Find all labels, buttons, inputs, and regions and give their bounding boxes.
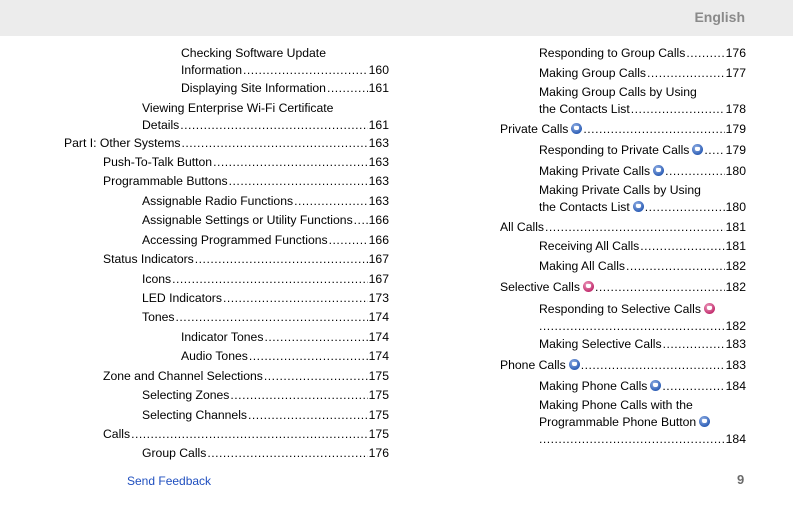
dot-leader	[229, 173, 368, 190]
dot-leader	[264, 329, 367, 346]
toc-entry-ptt-button[interactable]	[103, 154, 389, 171]
toc-page-number: 182	[725, 319, 746, 333]
toc-entry-title: Group Calls	[142, 446, 207, 460]
dot-leader	[704, 142, 724, 159]
toc-page-number: 174	[368, 349, 389, 363]
toc-entry-programmable-phone[interactable]	[539, 397, 746, 448]
dot-leader	[248, 407, 368, 424]
toc-page-number: 180	[725, 164, 746, 178]
toc-entry-title: Assignable Radio Functions	[142, 194, 294, 208]
dot-leader	[249, 348, 368, 365]
dot-leader	[264, 368, 368, 385]
dot-leader	[686, 45, 724, 62]
toc-entry-title: Tones	[142, 310, 175, 324]
toc-page-number: 183	[725, 358, 746, 372]
toc-page-number: 176	[368, 446, 389, 460]
toc-page-number: 163	[368, 155, 389, 169]
private-call-icon	[692, 144, 703, 155]
dot-leader	[595, 279, 725, 296]
private-call-icon	[653, 165, 664, 176]
phone-call-icon	[699, 416, 710, 427]
toc-entry-title: Displaying Site Information	[181, 81, 326, 95]
toc-page-number: 175	[368, 408, 389, 422]
toc-entry-audio-tones[interactable]	[181, 348, 389, 365]
dot-leader	[243, 62, 368, 79]
toc-entry-receiving-all[interactable]	[539, 238, 746, 255]
toc-entry-title: Audio Tones	[181, 349, 248, 363]
dot-leader	[207, 445, 367, 462]
dot-leader	[182, 135, 368, 152]
toc-entry-title: Selective Calls	[500, 280, 580, 294]
toc-entry-title-line: Viewing Enterprise Wi-Fi Certificate	[142, 101, 334, 115]
toc-entry-programmable-buttons[interactable]	[103, 173, 389, 190]
toc-page-number: 181	[725, 239, 746, 253]
toc-entry-private-contacts[interactable]	[539, 182, 746, 216]
toc-entry-title: Calls	[103, 427, 131, 441]
toc-entry-title: Selecting Zones	[142, 388, 230, 402]
toc-page-number: 166	[368, 233, 389, 247]
dot-leader	[230, 387, 367, 404]
selective-call-icon	[704, 303, 715, 314]
toc-entry-title: Accessing Programmed Functions	[142, 233, 328, 247]
dot-leader	[662, 378, 724, 395]
dot-leader	[213, 154, 368, 171]
toc-entry-title-line: Information	[181, 63, 242, 77]
toc-page-number: 183	[725, 337, 746, 351]
dot-leader	[647, 65, 725, 82]
toc-entry-title: Part I: Other Systems	[64, 136, 181, 150]
selective-call-icon	[583, 281, 594, 292]
toc-entry-title: Private Calls	[500, 122, 569, 136]
toc-entry-title: Indicator Tones	[181, 330, 264, 344]
toc-entry-making-group[interactable]	[539, 65, 746, 82]
toc-entry-title: Icons	[142, 272, 172, 286]
toc-entry-title: Making Selective Calls	[539, 337, 662, 351]
toc-entry-led-indicators[interactable]	[142, 290, 389, 307]
toc-page-number: 161	[368, 81, 389, 95]
dot-leader	[195, 251, 368, 268]
toc-entry-title: Responding to Group Calls	[539, 46, 686, 60]
send-feedback-link[interactable]: Send Feedback	[127, 474, 212, 488]
private-call-icon	[571, 123, 582, 134]
toc-page-number: 166	[368, 213, 389, 227]
toc-page-number: 179	[725, 143, 746, 157]
toc-entry-title-line: Making Group Calls by Using	[539, 85, 697, 99]
dot-leader	[583, 121, 724, 138]
dot-leader	[329, 232, 368, 249]
dot-leader	[631, 101, 725, 118]
toc-page-number: 181	[725, 220, 746, 234]
toc-entry-title-line: Making Phone Calls with the	[539, 398, 693, 412]
phone-call-icon	[569, 359, 580, 370]
toc-page-number: 163	[368, 136, 389, 150]
toc-entry-calls[interactable]	[103, 426, 389, 443]
dot-leader	[294, 193, 368, 210]
toc-entry-selecting-zones[interactable]	[142, 387, 389, 404]
toc-page-number: 184	[725, 379, 746, 393]
toc-page-number: 167	[368, 272, 389, 286]
toc-entry-making-private[interactable]	[539, 163, 746, 180]
toc-page-number: 160	[368, 63, 389, 77]
dot-leader	[663, 336, 725, 353]
dot-leader	[665, 163, 725, 180]
toc-entry-programmed-functions[interactable]	[142, 232, 389, 249]
toc-entry-title: Making Private Calls	[539, 164, 651, 178]
toc-entry-making-all[interactable]	[539, 258, 746, 275]
toc-entry-title: Making All Calls	[539, 259, 626, 273]
toc-entry-title: Phone Calls	[500, 358, 566, 372]
toc-page-number: 174	[368, 310, 389, 324]
toc-page-number: 163	[368, 194, 389, 208]
toc-entry-group-contacts[interactable]	[539, 84, 746, 118]
dot-leader	[176, 309, 368, 326]
toc-page-number: 161	[368, 118, 389, 132]
toc-entry-zone-channel[interactable]	[103, 368, 389, 385]
toc-entry-title-line: Making Private Calls by Using	[539, 183, 701, 197]
toc-entry-private-calls[interactable]	[500, 121, 746, 138]
toc-entry-title: Responding to Private Calls	[539, 143, 690, 157]
toc-entry-title: Receiving All Calls	[539, 239, 640, 253]
language-label: English	[694, 9, 745, 25]
dot-leader	[180, 117, 367, 134]
toc-entry-selective-calls[interactable]	[500, 279, 746, 296]
toc-entry-settings-utility[interactable]	[142, 212, 389, 229]
toc-page-number: 167	[368, 252, 389, 266]
dot-leader	[539, 318, 725, 335]
toc-page-number: 176	[725, 46, 746, 60]
toc-page-number: 178	[725, 102, 746, 116]
toc-entry-status-indicators[interactable]	[103, 251, 389, 268]
page-number: 9	[737, 472, 745, 487]
toc-entry-indicator-tones[interactable]	[181, 329, 389, 346]
toc-entry-tones[interactable]	[142, 309, 389, 326]
toc-entry-site-information[interactable]	[181, 80, 389, 97]
dot-leader	[581, 357, 725, 374]
toc-page-number: 182	[725, 259, 746, 273]
toc-entry-other-systems[interactable]	[64, 135, 389, 152]
toc-page-number: 174	[368, 330, 389, 344]
toc-entry-responding-group[interactable]	[539, 45, 746, 62]
toc-entry-group-calls[interactable]	[142, 445, 389, 462]
toc-page-number: 184	[725, 432, 746, 446]
toc-page-number: 182	[725, 280, 746, 294]
toc-page-number: 180	[725, 200, 746, 214]
dot-leader	[131, 426, 368, 443]
toc-page-number: 163	[368, 174, 389, 188]
toc-entry-title: Selecting Channels	[142, 408, 248, 422]
toc-entry-phone-calls[interactable]	[500, 357, 746, 374]
dot-leader	[539, 431, 725, 448]
toc-entry-wifi-certificate[interactable]	[142, 100, 389, 134]
toc-entry-title: Programmable Buttons	[103, 174, 228, 188]
toc-entry-making-selective[interactable]	[539, 336, 746, 353]
toc-entry-all-calls[interactable]	[500, 219, 746, 236]
toc-entry-title-line: Responding to Selective Calls	[539, 302, 701, 316]
toc-entry-title: Making Group Calls	[539, 66, 647, 80]
dot-leader	[327, 80, 368, 97]
toc-entry-responding-selective[interactable]	[539, 301, 746, 335]
toc-page-number: 175	[368, 427, 389, 441]
dot-leader	[640, 238, 724, 255]
toc-entry-title-line: Details	[142, 118, 180, 132]
dot-leader	[223, 290, 368, 307]
header-band	[0, 0, 793, 36]
dot-leader	[626, 258, 725, 275]
toc-entry-selecting-channels[interactable]	[142, 407, 389, 424]
dot-leader	[172, 271, 368, 288]
toc-entry-title-line: Programmable Phone Button	[539, 415, 697, 429]
dot-leader	[545, 219, 725, 236]
toc-entry-title: LED Indicators	[142, 291, 222, 305]
toc-entry-title: Making Phone Calls	[539, 379, 648, 393]
dot-leader	[645, 199, 725, 216]
toc-entry-title: Zone and Channel Selections	[103, 369, 263, 383]
phone-call-icon	[650, 380, 661, 391]
toc-entry-title-line: Checking Software Update	[181, 46, 326, 60]
toc-entry-software-update[interactable]	[181, 45, 389, 79]
toc-page-number: 175	[368, 369, 389, 383]
toc-entry-title: Status Indicators	[103, 252, 194, 266]
toc-entry-title: Push-To-Talk Button	[103, 155, 213, 169]
toc-page-number: 177	[725, 66, 746, 80]
toc-entry-title-line: the Contacts List	[539, 102, 630, 116]
dot-leader	[354, 212, 368, 229]
toc-entry-title: Assignable Settings or Utility Functions	[142, 213, 353, 227]
toc-page-number: 175	[368, 388, 389, 402]
toc-page-number: 173	[368, 291, 389, 305]
private-call-icon	[633, 201, 644, 212]
toc-entry-radio-functions[interactable]	[142, 193, 389, 210]
toc-page-number: 179	[725, 122, 746, 136]
toc-entry-making-phone[interactable]	[539, 378, 746, 395]
toc-entry-responding-private[interactable]	[539, 142, 746, 159]
toc-entry-icons[interactable]	[142, 271, 389, 288]
toc-entry-title: All Calls	[500, 220, 545, 234]
toc-entry-title-line: the Contacts List	[539, 200, 630, 214]
